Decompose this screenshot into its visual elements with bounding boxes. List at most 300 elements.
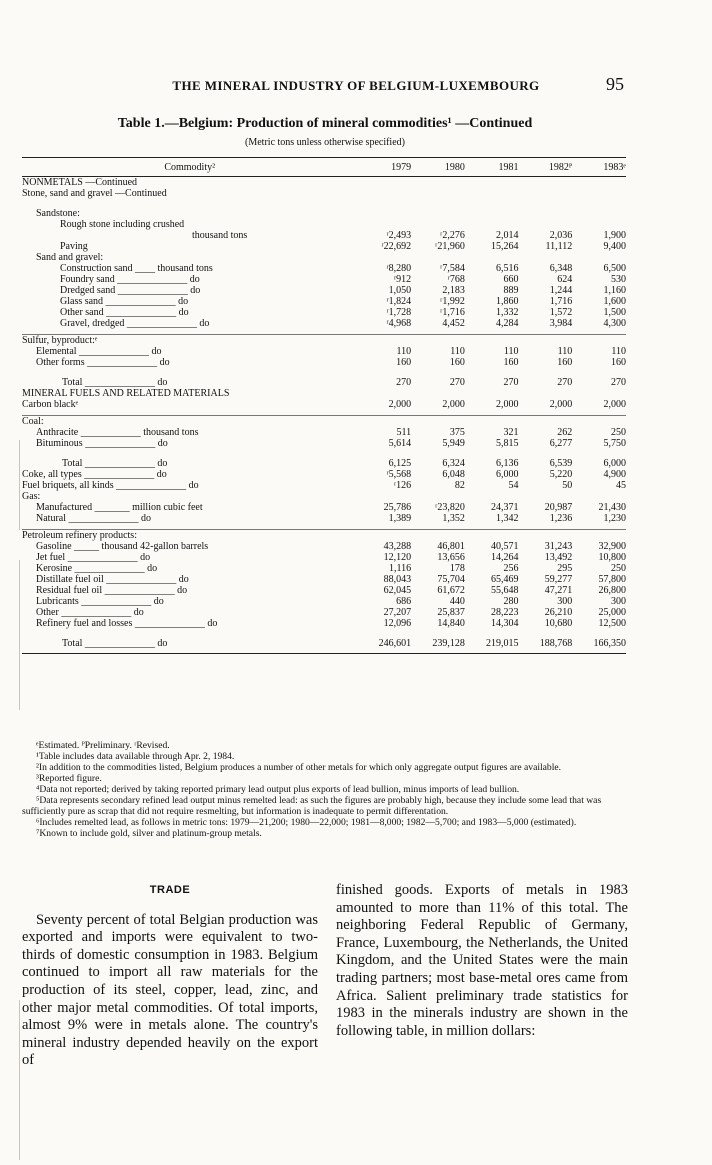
value-cell: 2,000 — [388, 399, 412, 410]
value-cell — [357, 177, 411, 189]
value-cell — [519, 416, 573, 428]
value-cell: 14,840 — [437, 618, 465, 629]
value-cell — [465, 491, 519, 502]
table-row — [22, 649, 626, 654]
commodity-cell — [22, 307, 357, 318]
unit-label: do — [157, 638, 168, 649]
value-cell: ʳ5,568 — [386, 469, 412, 480]
footnote: ¹Table includes data available through Apr. 2, 1984. — [36, 751, 235, 762]
value-cell: 1,600 — [603, 296, 626, 307]
table-row — [22, 502, 626, 513]
value-cell: 5,815 — [496, 438, 519, 449]
value-cell: 43,288 — [383, 541, 412, 552]
leader-dots: ______________ — [78, 596, 154, 607]
commodity-label: thousand tons — [192, 230, 248, 241]
value-cell — [572, 530, 626, 542]
unit-label: do — [189, 274, 200, 285]
commodity-label: Sandstone: — [36, 208, 80, 219]
value-cell: 511 — [396, 427, 412, 438]
commodity-label: Stone, sand and gravel —Continued — [22, 188, 167, 199]
commodity-cell — [22, 502, 357, 513]
value-cell: 660 — [503, 274, 519, 285]
table-row — [22, 552, 626, 563]
value-cell — [572, 208, 626, 219]
table-row — [22, 427, 626, 438]
unit-label: do — [159, 357, 170, 368]
value-cell: 26,210 — [544, 607, 573, 618]
value-cell: ʳ1,728 — [386, 307, 412, 318]
commodity-label: Kerosine — [36, 563, 73, 574]
value-cell — [411, 188, 465, 199]
commodity-label: Other forms — [36, 357, 85, 368]
unit-label: do — [157, 377, 168, 388]
value-cell — [465, 416, 519, 428]
footnote: ᵉEstimated. ᴾPreliminary. ʳRevised. — [36, 740, 170, 751]
commodity-cell — [22, 388, 357, 399]
table-row — [22, 285, 626, 296]
table-row — [22, 188, 626, 199]
value-cell: 25,837 — [437, 607, 465, 618]
value-cell — [411, 491, 465, 502]
table-row — [22, 368, 626, 377]
value-cell: 65,469 — [491, 574, 519, 585]
commodity-cell — [22, 346, 357, 357]
table-row — [22, 416, 626, 428]
unit-label: do — [188, 480, 199, 491]
value-cell: ʳ23,820 — [435, 502, 465, 513]
binding-shadow-line — [19, 560, 20, 710]
commodity-cell — [22, 296, 357, 307]
value-cell: 4,300 — [603, 318, 626, 329]
commodity-label: Coal: — [22, 416, 44, 427]
commodity-cell — [22, 427, 357, 438]
leader-dots: ______________ — [66, 513, 141, 524]
table-row — [22, 563, 626, 574]
value-cell: 1,342 — [496, 513, 519, 524]
commodity-cell — [22, 552, 357, 563]
value-cell: ʳ768 — [447, 274, 465, 285]
value-cell: 1,716 — [549, 296, 573, 307]
value-cell: ʳ7,584 — [440, 263, 465, 274]
value-cell — [465, 335, 519, 347]
value-cell: 1,389 — [388, 513, 412, 524]
table-row — [22, 199, 626, 208]
value-cell: 25,786 — [383, 502, 412, 513]
value-cell: ʳ1,992 — [440, 296, 465, 307]
value-cell: 219,015 — [486, 638, 519, 649]
column-header-commodity: Commodity² — [22, 158, 357, 177]
value-cell: 1,572 — [549, 307, 573, 318]
value-cell: 166,350 — [593, 638, 626, 649]
table-footnotes — [22, 740, 628, 839]
table-title: Table 1.—Belgium: Production of mineral commodities¹ —Continued — [117, 116, 533, 131]
value-cell — [572, 416, 626, 428]
value-cell: 270 — [449, 377, 465, 388]
value-cell: 2,000 — [442, 399, 465, 410]
value-cell: 12,120 — [383, 552, 412, 563]
commodity-label: Jet fuel — [36, 552, 66, 563]
commodity-cell — [22, 480, 357, 491]
unit-label: do — [157, 438, 168, 449]
table-row — [22, 318, 626, 329]
unit-label: do — [177, 585, 188, 596]
row-spacer — [22, 368, 626, 377]
value-cell — [519, 252, 573, 263]
value-cell: 110 — [396, 346, 412, 357]
leader-dots: ______________ — [115, 285, 191, 296]
value-cell: 55,648 — [491, 585, 519, 596]
commodity-cell — [22, 177, 357, 189]
table-header-row — [22, 158, 626, 177]
value-cell: ʳ1,824 — [386, 296, 412, 307]
value-cell: 62,045 — [383, 585, 412, 596]
column-header-1982: 1982ᴾ — [519, 158, 573, 177]
value-cell: 20,987 — [544, 502, 573, 513]
value-cell: 270 — [611, 377, 626, 388]
table-row — [22, 480, 626, 491]
value-cell: 270 — [503, 377, 519, 388]
value-cell — [572, 491, 626, 502]
value-cell — [357, 252, 411, 263]
value-cell: 6,277 — [549, 438, 573, 449]
row-spacer — [22, 449, 626, 458]
value-cell: 2,183 — [442, 285, 465, 296]
commodity-label: Lubricants — [36, 596, 79, 607]
leader-dots: ______________ — [65, 552, 141, 563]
value-cell: 5,750 — [603, 438, 626, 449]
commodity-cell — [22, 208, 357, 219]
value-cell: 1,116 — [388, 563, 412, 574]
value-cell: 5,614 — [388, 438, 412, 449]
value-cell: 686 — [396, 596, 412, 607]
commodity-label: Other sand — [60, 307, 104, 318]
value-cell: 270 — [557, 377, 573, 388]
value-cell: 1,236 — [549, 513, 573, 524]
binding-shadow-line — [19, 440, 20, 530]
leader-dots: ______________ — [102, 585, 178, 596]
unit-label: do — [140, 552, 151, 563]
leader-dots: ______________ — [113, 480, 189, 491]
value-cell: 300 — [611, 596, 626, 607]
value-cell: 5,220 — [549, 469, 573, 480]
value-cell — [519, 177, 573, 189]
column-header-1979: 1979 — [357, 158, 411, 177]
value-cell: 46,801 — [437, 541, 465, 552]
value-cell — [411, 416, 465, 428]
value-cell: 110 — [450, 346, 465, 357]
table-row — [22, 469, 626, 480]
table-row — [22, 574, 626, 585]
unit-label: do — [178, 307, 189, 318]
commodity-cell — [22, 458, 357, 469]
table-row — [22, 638, 626, 649]
table-row — [22, 230, 626, 241]
leader-dots: ______________ — [132, 618, 208, 629]
commodity-cell — [22, 530, 357, 542]
table-row — [22, 346, 626, 357]
commodity-cell — [22, 585, 357, 596]
value-cell — [519, 388, 573, 399]
value-cell: 11,112 — [545, 241, 573, 252]
unit-label: do — [178, 296, 189, 307]
commodity-cell — [22, 607, 357, 618]
value-cell: 110 — [611, 346, 626, 357]
value-cell: 28,223 — [491, 607, 519, 618]
table-row — [22, 377, 626, 388]
value-cell: 2,036 — [549, 230, 573, 241]
value-cell: 160 — [449, 357, 465, 368]
value-cell — [519, 491, 573, 502]
value-cell: 6,500 — [603, 263, 626, 274]
table-row — [22, 541, 626, 552]
commodity-label: Refinery fuel and losses — [36, 618, 133, 629]
table-row — [22, 241, 626, 252]
table-row — [22, 596, 626, 607]
unit-label: do — [147, 563, 158, 574]
commodity-label: Sand and gravel: — [36, 252, 104, 263]
value-cell: 624 — [557, 274, 573, 285]
value-cell: ʳ2,276 — [440, 230, 465, 241]
value-cell: 2,000 — [549, 399, 573, 410]
commodity-label: Rough stone including crushed — [60, 219, 185, 230]
commodity-cell — [22, 438, 357, 449]
value-cell: 6,136 — [496, 458, 519, 469]
value-cell: 1,160 — [603, 285, 626, 296]
value-cell: ʳ8,280 — [386, 263, 412, 274]
value-cell: 2,014 — [496, 230, 519, 241]
value-cell: 82 — [454, 480, 465, 491]
value-cell: 3,984 — [549, 318, 573, 329]
commodity-cell — [22, 241, 357, 252]
value-cell: 250 — [611, 563, 626, 574]
commodity-label: Coke, all types — [22, 469, 82, 480]
value-cell: ʳ21,960 — [435, 241, 465, 252]
commodity-label: Glass sand — [60, 296, 104, 307]
body-column-left — [22, 882, 318, 1070]
value-cell: 321 — [503, 427, 519, 438]
value-cell: 10,680 — [544, 618, 573, 629]
value-cell — [411, 208, 465, 219]
footnote: ⁵Data represents secondary refined lead output minus remelted lead: as such the figures are probably high, because they include some lead that was sufficiently pure as scrap that did not require resmelting, but information is inadequate to permit differentation. — [22, 795, 602, 817]
value-cell: ʳ4,968 — [386, 318, 412, 329]
value-cell: 75,704 — [437, 574, 465, 585]
value-cell — [357, 416, 411, 428]
value-cell: 375 — [449, 427, 465, 438]
value-cell: 59,277 — [544, 574, 573, 585]
leader-dots: ______________ — [58, 607, 134, 618]
value-cell: 26,800 — [598, 585, 626, 596]
commodity-cell — [22, 188, 357, 199]
value-cell — [357, 219, 411, 230]
value-cell — [357, 335, 411, 347]
leader-dots: ______________ — [82, 638, 158, 649]
value-cell: 1,332 — [496, 307, 519, 318]
table-row — [22, 399, 626, 410]
commodity-cell — [22, 263, 357, 274]
table-row — [22, 629, 626, 638]
value-cell: 160 — [396, 357, 412, 368]
binding-shadow-line — [19, 1000, 20, 1160]
unit-label: do — [156, 469, 167, 480]
commodity-cell — [22, 491, 357, 502]
value-cell: 5,949 — [442, 438, 465, 449]
value-cell — [572, 388, 626, 399]
commodity-cell — [22, 219, 357, 230]
value-cell — [465, 252, 519, 263]
commodity-cell — [22, 230, 357, 241]
value-cell: 6,000 — [603, 458, 626, 469]
value-cell: 6,348 — [549, 263, 573, 274]
commodity-cell — [22, 357, 357, 368]
table-row — [22, 357, 626, 368]
value-cell — [357, 208, 411, 219]
production-table — [22, 157, 626, 654]
value-cell: 27,207 — [383, 607, 412, 618]
value-cell — [357, 388, 411, 399]
value-cell: 6,048 — [442, 469, 465, 480]
table-body — [22, 177, 626, 654]
unit-label: do — [153, 596, 164, 607]
value-cell: 14,264 — [491, 552, 519, 563]
unit-label: do — [151, 346, 162, 357]
commodity-label: Gasoline _____ thousand 42-gallon barrels — [36, 541, 209, 552]
value-cell: 1,244 — [549, 285, 573, 296]
column-header-1980: 1980 — [411, 158, 465, 177]
value-cell — [465, 208, 519, 219]
value-cell: 530 — [611, 274, 626, 285]
value-cell — [357, 188, 411, 199]
leader-dots: ______________ — [84, 357, 160, 368]
leader-dots: ______________ — [114, 274, 190, 285]
value-cell — [411, 177, 465, 189]
running-head-title: THE MINERAL INDUSTRY OF BELGIUM-LUXEMBOURG — [172, 78, 540, 93]
value-cell — [411, 530, 465, 542]
value-cell — [572, 335, 626, 347]
commodity-cell — [22, 541, 357, 552]
commodity-label: Total — [62, 377, 83, 388]
value-cell — [411, 335, 465, 347]
commodity-label: Sulfur, byproduct:ᵉ — [22, 335, 98, 346]
value-cell: 300 — [557, 596, 573, 607]
value-cell: 14,304 — [491, 618, 519, 629]
table-row — [22, 208, 626, 219]
commodity-cell — [22, 618, 357, 629]
footnote: ⁴Data not reported; derived by taking reported primary lead output plus exports of lead bullion, minus imports of lead bullion. — [36, 784, 520, 795]
value-cell: 32,900 — [598, 541, 626, 552]
value-cell: 256 — [503, 563, 519, 574]
commodity-cell — [22, 563, 357, 574]
value-cell: 178 — [449, 563, 465, 574]
value-cell: 24,371 — [491, 502, 519, 513]
table-row — [22, 530, 626, 542]
paragraph-left: Seventy percent of total Belgian production was exported and imports were equivalent to two-thirds of domestic consumption in 1983. Belgium continued to import all raw materials for the production of its steel, copper, lead, zinc, and other major metal commodities. Of total imports, almost 9% were in metals alone. The country's mineral industry depended heavily on the export of — [22, 911, 318, 1069]
commodity-label: Total — [62, 638, 83, 649]
value-cell: 61,672 — [437, 585, 465, 596]
table-row — [22, 296, 626, 307]
commodity-label: Carbon blackᵉ — [22, 399, 79, 410]
value-cell: 239,128 — [432, 638, 465, 649]
production-table-wrapper — [22, 157, 626, 654]
commodity-cell — [22, 318, 357, 329]
table-subtitle: (Metric tons unless otherwise specified) — [245, 137, 405, 148]
unit-label: do — [199, 318, 210, 329]
value-cell: 6,516 — [496, 263, 519, 274]
value-cell: 250 — [611, 427, 626, 438]
row-spacer — [22, 199, 626, 208]
value-cell: 280 — [503, 596, 519, 607]
value-cell — [572, 219, 626, 230]
row-spacer — [22, 649, 626, 654]
leader-dots: ______________ — [103, 307, 179, 318]
commodity-label: MINERAL FUELS AND RELATED MATERIALS — [22, 388, 230, 399]
commodity-label: Other — [36, 607, 59, 618]
value-cell: 889 — [503, 285, 519, 296]
value-cell — [465, 188, 519, 199]
leader-dots: ______________ — [103, 296, 179, 307]
commodity-label: Manufactured _______ million cubic feet — [36, 502, 203, 513]
value-cell: 1,860 — [496, 296, 519, 307]
value-cell: 440 — [449, 596, 465, 607]
commodity-label: Gas: — [22, 491, 41, 502]
footnote: ⁶Includes remelted lead, as follows in metric tons: 1979—21,200; 1980—22,000; 1981—8,000; 1982—5,700; and 1983—5,000 (estimated). — [36, 817, 577, 828]
value-cell: 15,264 — [491, 241, 519, 252]
unit-label: do — [190, 285, 201, 296]
value-cell: 1,230 — [603, 513, 626, 524]
value-cell — [411, 388, 465, 399]
leader-dots: ______________ — [82, 438, 158, 449]
value-cell: 40,571 — [491, 541, 519, 552]
commodity-cell — [22, 285, 357, 296]
table-row — [22, 513, 626, 524]
value-cell: 31,243 — [544, 541, 573, 552]
value-cell — [465, 530, 519, 542]
value-cell: 10,800 — [598, 552, 626, 563]
value-cell: 4,900 — [603, 469, 626, 480]
leader-dots: ______________ — [124, 318, 200, 329]
table-row — [22, 388, 626, 399]
commodity-cell — [22, 416, 357, 428]
value-cell: 6,125 — [388, 458, 412, 469]
value-cell — [519, 530, 573, 542]
value-cell — [519, 188, 573, 199]
table-row — [22, 219, 626, 230]
page-number: 95 — [606, 74, 624, 94]
value-cell: ʳ22,692 — [381, 241, 412, 252]
value-cell: 1,050 — [388, 285, 412, 296]
table-row — [22, 458, 626, 469]
value-cell: 6,000 — [496, 469, 519, 480]
commodity-cell — [22, 377, 357, 388]
commodity-label: Dredged sand — [60, 285, 116, 296]
table-row — [22, 263, 626, 274]
footnote: ⁷Known to include gold, silver and platinum-group metals. — [36, 828, 262, 839]
commodity-cell — [22, 335, 357, 347]
value-cell: 12,500 — [598, 618, 626, 629]
value-cell: 110 — [557, 346, 573, 357]
value-cell: 246,601 — [378, 638, 412, 649]
value-cell: 4,452 — [442, 318, 465, 329]
value-cell — [465, 388, 519, 399]
commodity-cell — [22, 638, 357, 649]
footnote: ³Reported figure. — [36, 773, 102, 784]
commodity-label: Total — [62, 458, 83, 469]
commodity-label: Construction sand ____ thousand tons — [60, 263, 213, 274]
value-cell: 12,096 — [383, 618, 412, 629]
value-cell: 13,656 — [437, 552, 465, 563]
leader-dots: ______________ — [103, 574, 179, 585]
unit-label: do — [141, 513, 151, 524]
value-cell — [572, 177, 626, 189]
